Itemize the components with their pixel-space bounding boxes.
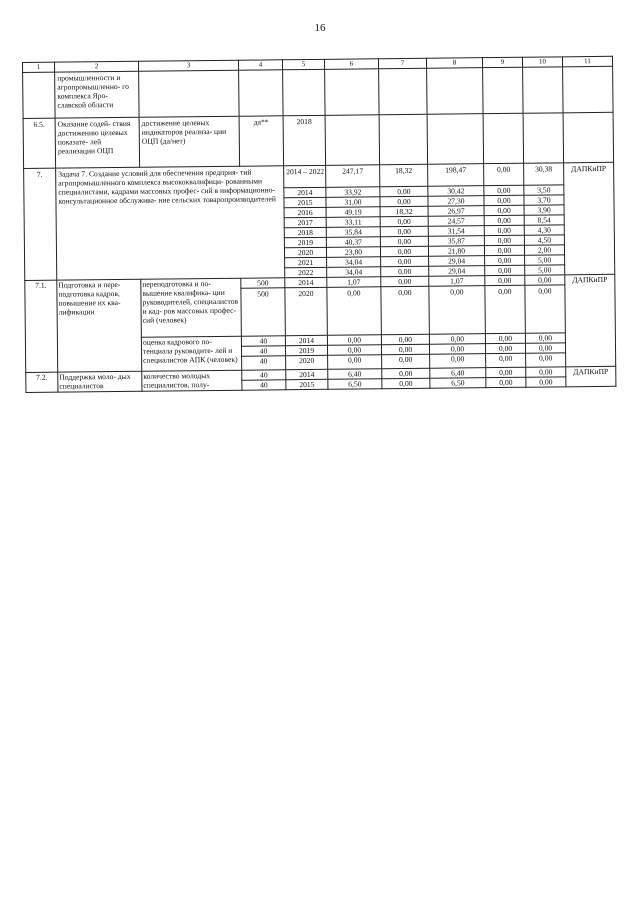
value-cell: 0,00 <box>526 353 566 367</box>
value-cell: 0,00 <box>382 354 430 369</box>
year-cell: 2020 <box>285 287 328 335</box>
year-cell: 2019 <box>284 237 326 247</box>
value-cell: 0,00 <box>381 276 429 287</box>
value-cell: 0,00 <box>526 377 566 387</box>
value-cell: 198,47 <box>428 164 484 187</box>
value-cell: 49,19 <box>326 207 380 218</box>
target-cell: 40 <box>241 346 285 356</box>
value-cell: 6,50 <box>328 379 382 390</box>
target-cell: 40 <box>242 356 286 370</box>
target-cell: 40 <box>242 370 286 380</box>
value-cell: 34,04 <box>327 267 381 278</box>
column-header: 8 <box>426 58 482 69</box>
value-cell: 0,00 <box>380 246 428 257</box>
column-header: 10 <box>522 57 562 67</box>
value-cell: 0,00 <box>485 333 525 343</box>
target-cell: 40 <box>241 336 285 346</box>
value-cell: 6,50 <box>430 378 486 389</box>
value-cell: 0,00 <box>380 216 428 227</box>
year-cell: 2014 <box>284 187 326 197</box>
year-cell: 2018 <box>284 227 326 237</box>
value-cell: 0,00 <box>380 236 428 247</box>
value-cell: 2,00 <box>524 245 564 255</box>
year-cell: 2015 <box>284 197 326 207</box>
value-cell: 0,00 <box>381 344 429 355</box>
value-cell: 0,00 <box>485 265 525 275</box>
value-cell: 0,00 <box>484 225 524 235</box>
value-cell: 0,00 <box>327 335 381 346</box>
target-cell: 500 <box>241 288 286 336</box>
value-cell: 0,00 <box>485 275 525 285</box>
column-header: 11 <box>562 56 612 67</box>
value-cell: 0,00 <box>381 286 430 335</box>
value-cell: 3,70 <box>524 195 564 205</box>
column-header: 2 <box>55 61 139 72</box>
value-cell: 0,00 <box>429 334 485 345</box>
row-number: 6.5. <box>23 118 56 168</box>
value-cell: 0,00 <box>525 343 565 353</box>
value-cell: 5,00 <box>525 265 565 275</box>
value-cell: 0,00 <box>429 344 485 355</box>
value-cell: 0,00 <box>486 353 526 367</box>
value-cell: 0,00 <box>485 285 526 333</box>
row-indicator: количество молодых специалистов, полу- <box>142 370 242 391</box>
value-cell: 23,80 <box>326 247 380 258</box>
row-number: 7.1. <box>25 280 58 372</box>
row-indicator: достижение целевых индикаторов реализа- ции ОЦП (да/нет) <box>139 116 240 167</box>
year-cell: 2020 <box>284 247 326 257</box>
value-cell: 0,00 <box>485 255 525 265</box>
value-cell: 18,32 <box>380 164 428 187</box>
value-cell: 35,84 <box>326 227 380 238</box>
year-cell: 2019 <box>285 345 327 355</box>
value-cell: 4,50 <box>524 235 564 245</box>
value-cell: 0,00 <box>381 256 429 267</box>
value-cell: 27,30 <box>428 196 484 207</box>
value-cell: 29,04 <box>429 256 485 267</box>
value-cell: 1,07 <box>327 277 381 288</box>
target-cell: 40 <box>242 380 286 390</box>
column-header: 1 <box>23 62 55 72</box>
value-cell: 0,00 <box>382 378 430 389</box>
value-cell: 0,00 <box>484 235 524 245</box>
value-cell: 26,97 <box>428 206 484 217</box>
year-cell: 2020 <box>286 355 328 369</box>
column-header: 9 <box>482 57 522 67</box>
value-cell: 31,00 <box>326 197 380 208</box>
executor-cell: ДАПКиПР <box>564 162 615 275</box>
value-cell: 40,37 <box>326 237 380 248</box>
column-header: 7 <box>378 58 426 69</box>
year-cell: 2017 <box>284 217 326 227</box>
value-cell: 4,30 <box>524 225 564 235</box>
value-cell: 0,00 <box>525 333 565 343</box>
year-cell: 2022 <box>285 267 327 277</box>
table-row-continued <box>23 66 613 118</box>
value-cell: 30,38 <box>524 163 564 185</box>
year-cell: 2015 <box>286 379 328 389</box>
value-cell: 0,00 <box>485 343 525 353</box>
program-table-sheet <box>22 56 624 432</box>
value-cell: 0,00 <box>526 367 566 377</box>
row-name: Поддержка моло- дых специалистов <box>58 371 142 392</box>
value-cell: 0,00 <box>484 215 524 225</box>
value-cell: 0,00 <box>380 196 428 207</box>
value-cell: 0,00 <box>430 354 486 369</box>
value-cell: 24,57 <box>428 216 484 227</box>
value-cell: 5,00 <box>525 255 565 265</box>
value-cell: 0,00 <box>486 377 526 387</box>
value-cell: 0,00 <box>525 275 565 285</box>
value-cell: 3,90 <box>524 205 564 215</box>
executor-cell: ДАПКиПР <box>565 274 616 367</box>
row-name: Задача 7. Создание условий для обеспечения предприя- тий агропромышленного комплекса высококвалифици- рованными специалистами, кадрами массовых профес- сий в информационно-консультационное обслужива- ние сельских товаропроизводителей <box>56 166 285 280</box>
value-cell: 3,50 <box>524 185 564 195</box>
year-cell: 2014 <box>285 277 327 287</box>
value-cell: 0,00 <box>525 285 566 333</box>
column-header: 4 <box>238 60 282 70</box>
column-header: 3 <box>138 60 238 71</box>
value-cell: 0,00 <box>382 368 430 379</box>
value-cell: 34,04 <box>327 257 381 268</box>
value-cell: 0,00 <box>380 226 428 237</box>
column-header: 6 <box>324 59 378 70</box>
year-cell: 2021 <box>285 257 327 267</box>
value-cell: 8,54 <box>524 215 564 225</box>
table-row-6-5 <box>23 112 613 168</box>
row-name: Оказание содей- ствия достижению целевых показате- лей реализации ОЦП <box>55 117 140 168</box>
row-indicator: оценка кадрового по- тенциала руководите- лей и специалистов АПК (человек) <box>141 336 241 371</box>
column-header: 5 <box>282 59 324 69</box>
value-cell: 33,11 <box>326 217 380 228</box>
target-cell: 500 <box>241 278 285 288</box>
value-cell: 21,80 <box>428 246 484 257</box>
row-name: Подготовка и пере- подготовка кадров, повышение их ква- лификации <box>57 279 142 372</box>
year-cell: 2016 <box>284 207 326 217</box>
year-cell: 2014 <box>286 369 328 379</box>
row-target-value: да** <box>239 116 284 166</box>
value-cell: 18,32 <box>380 206 428 217</box>
value-cell: 0,00 <box>327 287 381 336</box>
row-year: 2018 <box>283 115 326 165</box>
value-cell: 0,00 <box>429 286 485 335</box>
value-cell: 0,00 <box>327 345 381 356</box>
program-table <box>22 56 616 393</box>
year-cell: 2014 – 2022 <box>284 165 326 187</box>
value-cell: 0,00 <box>381 334 429 345</box>
value-cell: 247,17 <box>326 165 380 188</box>
row-indicator: переподготовка и по- вышение квалифика- ции руководителей, специалистов и кад- ров массовых профес- сий (человек) <box>141 278 242 337</box>
value-cell: 0,00 <box>380 186 428 197</box>
value-cell: 29,04 <box>429 266 485 277</box>
value-cell: 0,00 <box>484 163 524 185</box>
value-cell: 6,40 <box>430 368 486 379</box>
value-cell: 35,87 <box>428 236 484 247</box>
year-cell: 2014 <box>285 335 327 345</box>
row-number: 7. <box>24 168 57 280</box>
value-cell: 0,00 <box>484 245 524 255</box>
value-cell: 0,00 <box>484 195 524 205</box>
value-cell: 1,07 <box>429 276 485 287</box>
value-cell: 0,00 <box>328 355 382 370</box>
page-number: 16 <box>314 22 326 34</box>
value-cell: 0,00 <box>381 266 429 277</box>
value-cell: 31,54 <box>428 226 484 237</box>
value-cell: 0,00 <box>484 185 524 195</box>
value-cell: 33,92 <box>326 187 380 198</box>
row-number: 7.2. <box>26 372 58 392</box>
executor-cell: ДАПКиПР <box>566 366 616 387</box>
row-prev-name: промышленности и агропромышленно- го комплекса Яро- славской области <box>55 71 139 118</box>
value-cell: 0,00 <box>486 367 526 377</box>
value-cell: 6,40 <box>328 369 382 380</box>
value-cell: 30,42 <box>428 186 484 197</box>
value-cell: 0,00 <box>484 205 524 215</box>
